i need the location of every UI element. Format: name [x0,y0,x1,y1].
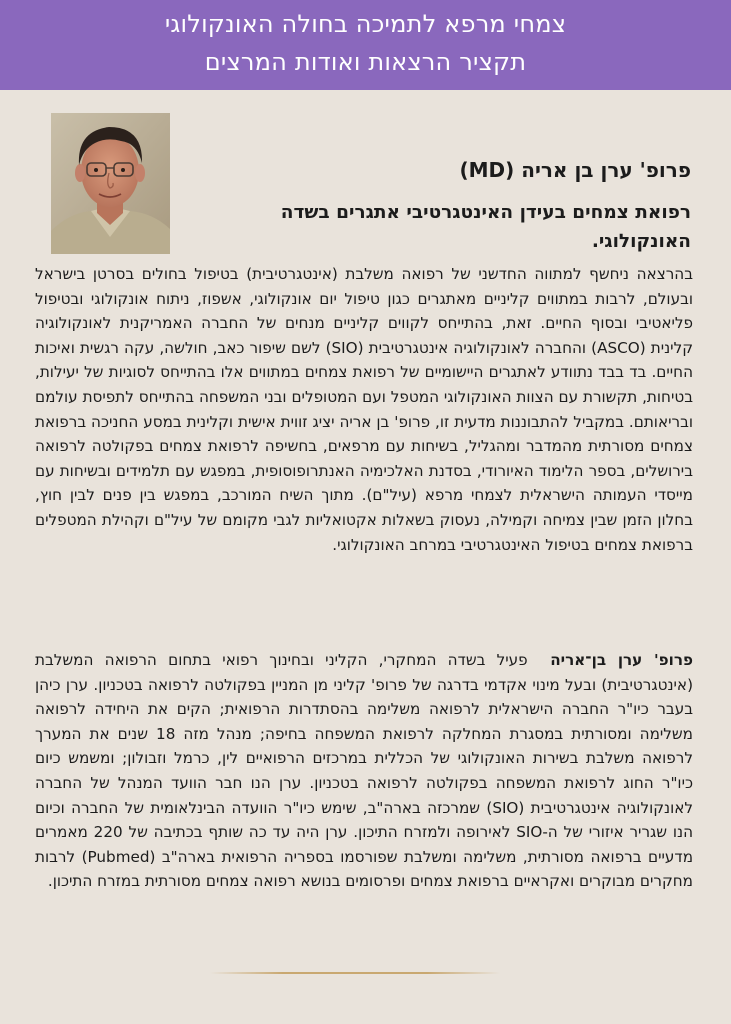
bio-speaker-name: פרופ' ערן בן־אריה [550,651,693,669]
bottom-divider [210,972,500,974]
header-banner [0,0,731,90]
speaker-photo [51,113,170,254]
bio-text: פעיל בשדה המחקרי, הקליני ובחינוך רפואי בתחום הרפואה המשלבת (אינטגרטיבית) ובעל מינוי אקדמי בדרגה של פרופ' קליני מן המניין בפקולטה לרפואה בטכניון. ערן כיהן בעבר כיו"ר החברה הישראלית לרפואה משלימה בהסתדרות הרפואית; הקים את היחידה לרפואה משלימה ומסורתית במסגרת המחלקה לרפואת המשפחה בחיפה; מנהל מזה 18 שנים את המערך לרפואה משלבת בשירות האונקולוגי של הכללית במרכזים הרפואיים לין, כרמל וזבולון; ומשמש כיום כיו"ר החוג לרפואת המשפחה בפקולטה לרפואה בטכניון. ערן הנו חבר הוועד המנהל של החברה לאונקולוגיה אינטגרטיבית (SIO) שמרכזה בארה"ב, שימש כיו"ר הוועדה הבינלאומית של החברה וכיום הנו שגריר איזורי של ה-SIO לאירופה ולמזרח התיכון. ערן היה עד כה שותף בכתיבה של 220 מאמרים מדעיים ברפואה מסורתית, משלימה ומשלבת שפורסמו בספריה הרפואית בארה"ב (Pubmed) לרבות מחקרים מבוקרים ואקראיים ברפואת צמחים ופרסומים בנושא רפואה צמחים מסורתית במזרח התיכון. [35,651,694,891]
header-title: צמחי מרפא לתמיכה בחולה האונקולוגי [164,10,567,38]
speaker-name: פרופ' ערן בן אריה (MD) [459,158,691,182]
talk-title: רפואת צמחים בעידן האינטגרטיבי אתגרים בשדה האונקולוגי. [280,202,691,252]
header-subtitle: תקציר הרצאות ואודות המרצים [204,48,527,76]
talk-abstract: בהרצאה ניחשף למתווה החדשני של רפואה משלבת (אינטגרטיבית) בטיפול בחולים בסרטן בישראל ובעולם, לרבות במתווים קליניים מאתגרים כגון טיפול יום אונקולוגי, אשפוז, ניתוח אונקולוגי ובטיפול פליאטיבי ובסוף החיים. זאת, בהתייחס לקווים קליניים מנחים של החברה האמריקנית לאונקולוגיה קלינית (ASCO) והחברה לאונקולוגיה אינטגרטיבית (SIO) לשם שיפור כאב, חולשה, עקה רגשית ואיכות החיים. בד בבד נתוודע לאתגרים היישומיים של רפואת צמחים במתווים אלו בהתייחס לסוגיות של יעילות, בטיחות, תקשורת עם הצוות האונקולוגי המטפל ועם המטופלים ובני המשפחה בהתייחס לתפיסת עולמם ובריאותם. במקביל להתבוננות מדעית זו, פרופ' בן אריה יציג זווית אישית וקלינית במסע החניכה ברפואת צמחים מסורתית מהמדבר ומהגליל, בשיחות עם מרפאים, בחשיפה לרפואת צמחים בפקולטה לרפואה בירושלים, בספר הלימוד האיורודי, בסדנת האלכימיה האנתרופוסופית, במפגש עם תלמידים ובשיחות עם מייסדי העמותה הישראלית לצמחי מרפא (עיל"ם). מתוך השיח המורכב, במפגש בין פנים לבין חוץ, בחלון הזמן שבין צמיחה וקמילה, נעסוק בשאלות אקטואליות לגבי מקומם של עיל"ם וקהילת המטפלים ברפואת צמחים בטיפול האינטגרטיבי במרחב האונקולוגי. [35,265,693,554]
speaker-bio [35,648,693,894]
